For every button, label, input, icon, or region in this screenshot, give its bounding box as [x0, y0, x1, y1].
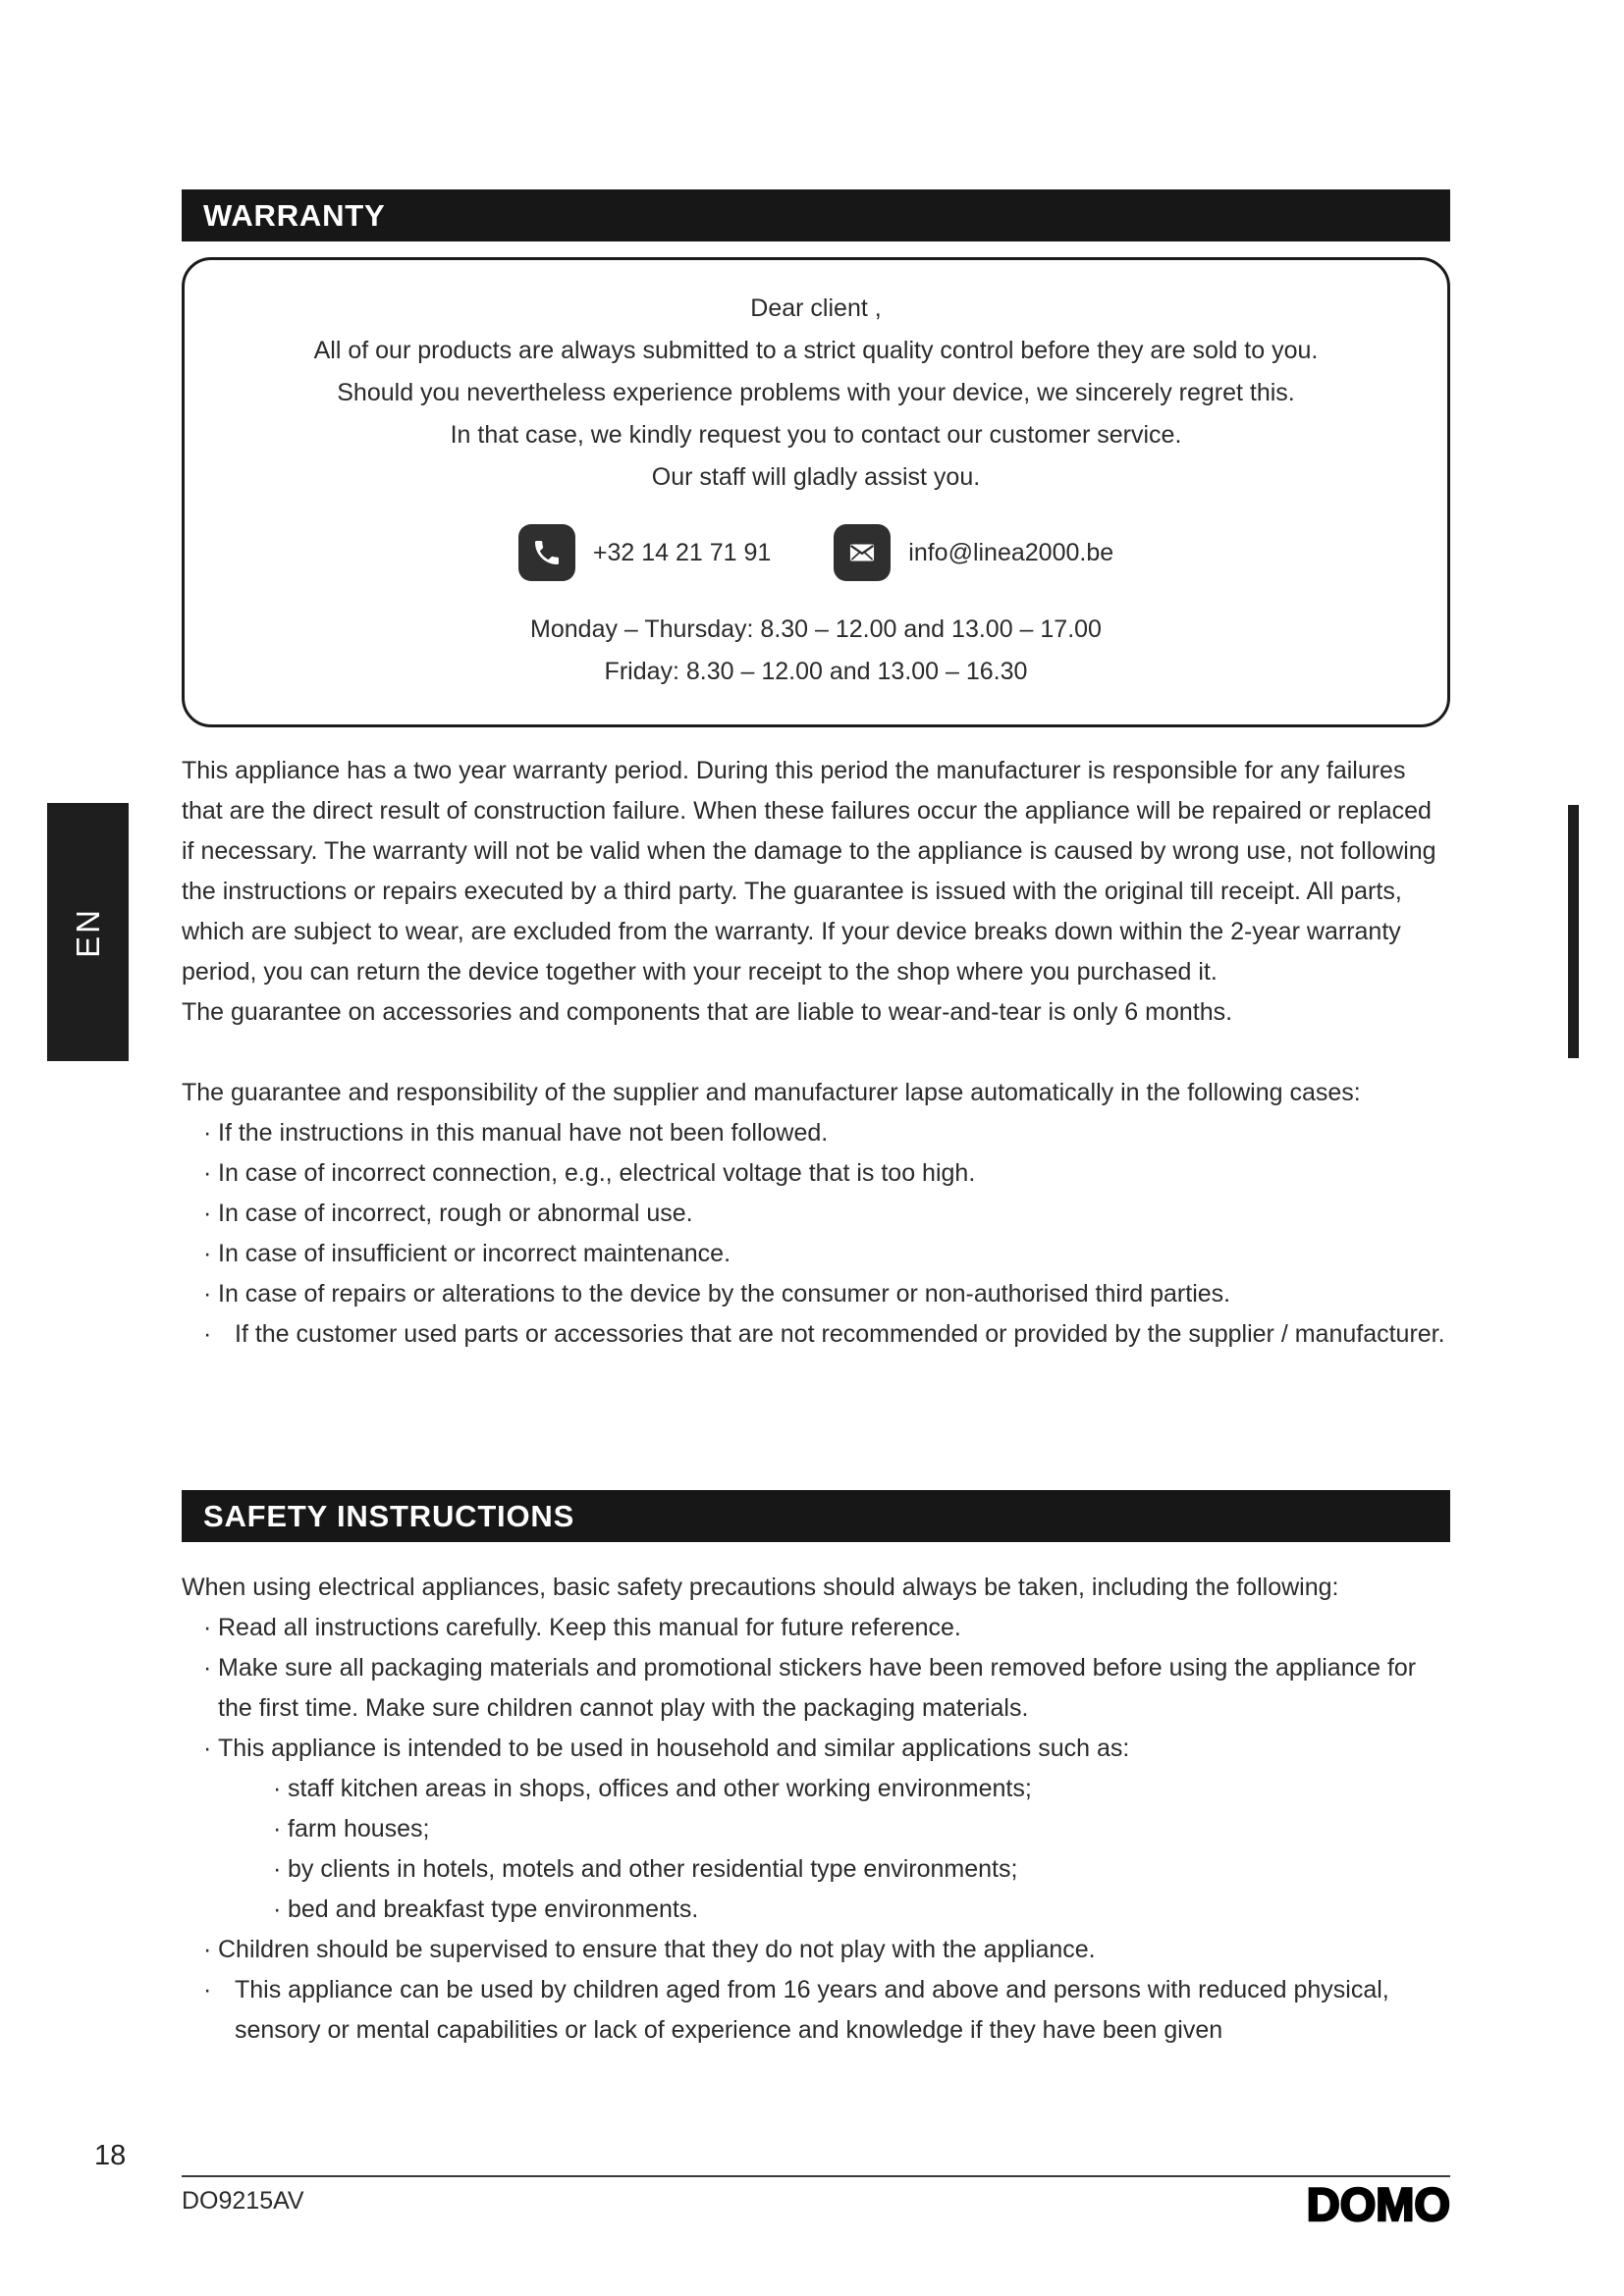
safety-section-header [182, 1490, 1450, 1542]
bullet-marker: · [203, 1280, 212, 1308]
notice-line: All of our products are always submitted to a strict quality control before they are sold to you. [313, 337, 1319, 364]
safety-item [182, 1930, 1450, 1970]
bullet-marker: · [203, 1976, 212, 2003]
warranty-title: WARRANTY [203, 197, 386, 233]
safety-body [182, 1568, 1450, 2051]
warranty-paragraph: This appliance has a two year warranty period. During this period the manufacturer is responsible for any failures that are the direct result of construction failure. When these failures occur the appliance will be repaired or replaced if necessary. The warranty will not be valid when the damage to the appliance is caused by wrong use, not following the instructions or repairs executed by a third party. The guarantee is issued with the original till receipt. All parts, which are subject to wear, are excluded from the warranty. If your device breaks down within the 2-year warranty period, you can return the device together with your receipt to the shop where you purchased it. [182, 757, 1436, 986]
bullet-marker: · [273, 1815, 282, 1842]
bullet-marker: · [273, 1896, 282, 1923]
model-number: DO9215AV [182, 2187, 304, 2215]
notice-line: In that case, we kindly request you to contact our customer service. [450, 421, 1182, 449]
safety-intro: When using electrical appliances, basic safety precautions should always be taken, including the following: [182, 1574, 1339, 1601]
right-edge-strip [1568, 805, 1579, 1058]
warranty-case-text: In case of incorrect connection, e.g., electrical voltage that is too high. [218, 1159, 976, 1187]
email-address: info@linea2000.be [908, 538, 1114, 566]
bullet-marker: · [203, 1320, 212, 1348]
warranty-case-item [182, 1234, 1450, 1274]
safety-item-text: This appliance is intended to be used in household and similar applications such as: [218, 1735, 1130, 1762]
notice-line: Our staff will gladly assist you. [651, 463, 981, 491]
language-tab-label: EN [69, 906, 106, 958]
bullet-marker: · [203, 1735, 212, 1762]
bullet-marker: · [203, 1119, 212, 1147]
warranty-cases-intro: The guarantee and responsibility of the supplier and manufacturer lapse automatically in the following cases: [182, 1079, 1361, 1106]
safety-subitem-text: farm houses; [288, 1815, 430, 1842]
safety-subitem-text: by clients in hotels, motels and other residential type environments; [288, 1855, 1018, 1883]
bullet-marker: · [273, 1775, 282, 1802]
safety-subitem-text: bed and breakfast type environments. [288, 1896, 699, 1923]
warranty-case-item [182, 1314, 1450, 1355]
safety-item [182, 1608, 1450, 1648]
phone-number: +32 14 21 71 91 [592, 538, 772, 566]
warranty-case-text: If the instructions in this manual have not been followed. [218, 1119, 829, 1147]
notice-line-salutation: Dear client , [750, 294, 882, 322]
bullet-marker: · [273, 1855, 282, 1883]
warranty-case-text: In case of insufficient or incorrect maintenance. [218, 1240, 731, 1267]
safety-item-text: This appliance can be used by children aged from 16 years and above and persons with reduced physical, sensory or mental capabilities or lack of experience and knowledge if they have been given [235, 1976, 1389, 2044]
safety-item [182, 1970, 1450, 2051]
warranty-case-text: If the customer used parts or accessories that are not recommended or provided by the supplier / manufacturer. [235, 1320, 1445, 1348]
notice-line: Should you nevertheless experience problems with your device, we sincerely regret this. [337, 379, 1295, 406]
warranty-case-text: In case of repairs or alterations to the device by the consumer or non-authorised third parties. [218, 1280, 1231, 1308]
warranty-case-text: In case of incorrect, rough or abnormal use. [218, 1200, 693, 1227]
safety-item-text: Read all instructions carefully. Keep this manual for future reference. [218, 1614, 961, 1641]
bullet-marker: · [203, 1936, 212, 1963]
warranty-cases-list [182, 1113, 1450, 1355]
bullet-marker: · [203, 1654, 212, 1682]
phone-icon [518, 524, 575, 581]
opening-hours-friday: Friday: 8.30 – 12.00 and 13.00 – 16.30 [604, 658, 1028, 685]
safety-sublist [182, 1769, 1450, 1930]
warranty-body [182, 751, 1450, 1355]
safety-subitem [182, 1769, 1450, 1809]
warranty-notice-box [182, 257, 1450, 727]
opening-hours-weekdays: Monday – Thursday: 8.30 – 12.00 and 13.00 – 17.00 [530, 615, 1102, 643]
domo-logo: DOMO [1306, 2178, 1450, 2230]
warranty-case-item [182, 1113, 1450, 1153]
warranty-case-item [182, 1153, 1450, 1194]
safety-subitem [182, 1849, 1450, 1890]
bullet-marker: · [203, 1200, 212, 1227]
bullet-marker: · [203, 1159, 212, 1187]
safety-item [182, 1648, 1450, 1729]
footer-divider [182, 2175, 1450, 2177]
safety-title: SAFETY INSTRUCTIONS [203, 1498, 575, 1533]
warranty-case-item [182, 1194, 1450, 1234]
safety-subitem [182, 1809, 1450, 1849]
safety-subitem-text: staff kitchen areas in shops, offices and other working environments; [288, 1775, 1032, 1802]
safety-item [182, 1729, 1450, 1769]
warranty-paragraph-accessories: The guarantee on accessories and components that are liable to wear-and-tear is only 6 months. [182, 998, 1233, 1026]
safety-item-text: Children should be supervised to ensure that they do not play with the appliance. [218, 1936, 1096, 1963]
safety-item-text: Make sure all packaging materials and promotional stickers have been removed before using the appliance for the first time. Make sure children cannot play with the packaging materials. [218, 1654, 1417, 1722]
bullet-marker: · [203, 1240, 212, 1267]
warranty-section-header [182, 189, 1450, 241]
safety-list [182, 1608, 1450, 1769]
warranty-case-item [182, 1274, 1450, 1314]
email-icon [834, 524, 891, 581]
warranty-section [182, 189, 1450, 1355]
contact-row [218, 524, 1414, 581]
safety-list-continued [182, 1930, 1450, 2051]
language-tab-en [47, 803, 129, 1061]
safety-section [182, 1490, 1450, 2051]
page-number: 18 [94, 2140, 127, 2171]
bullet-marker: · [203, 1614, 212, 1641]
safety-subitem [182, 1890, 1450, 1930]
